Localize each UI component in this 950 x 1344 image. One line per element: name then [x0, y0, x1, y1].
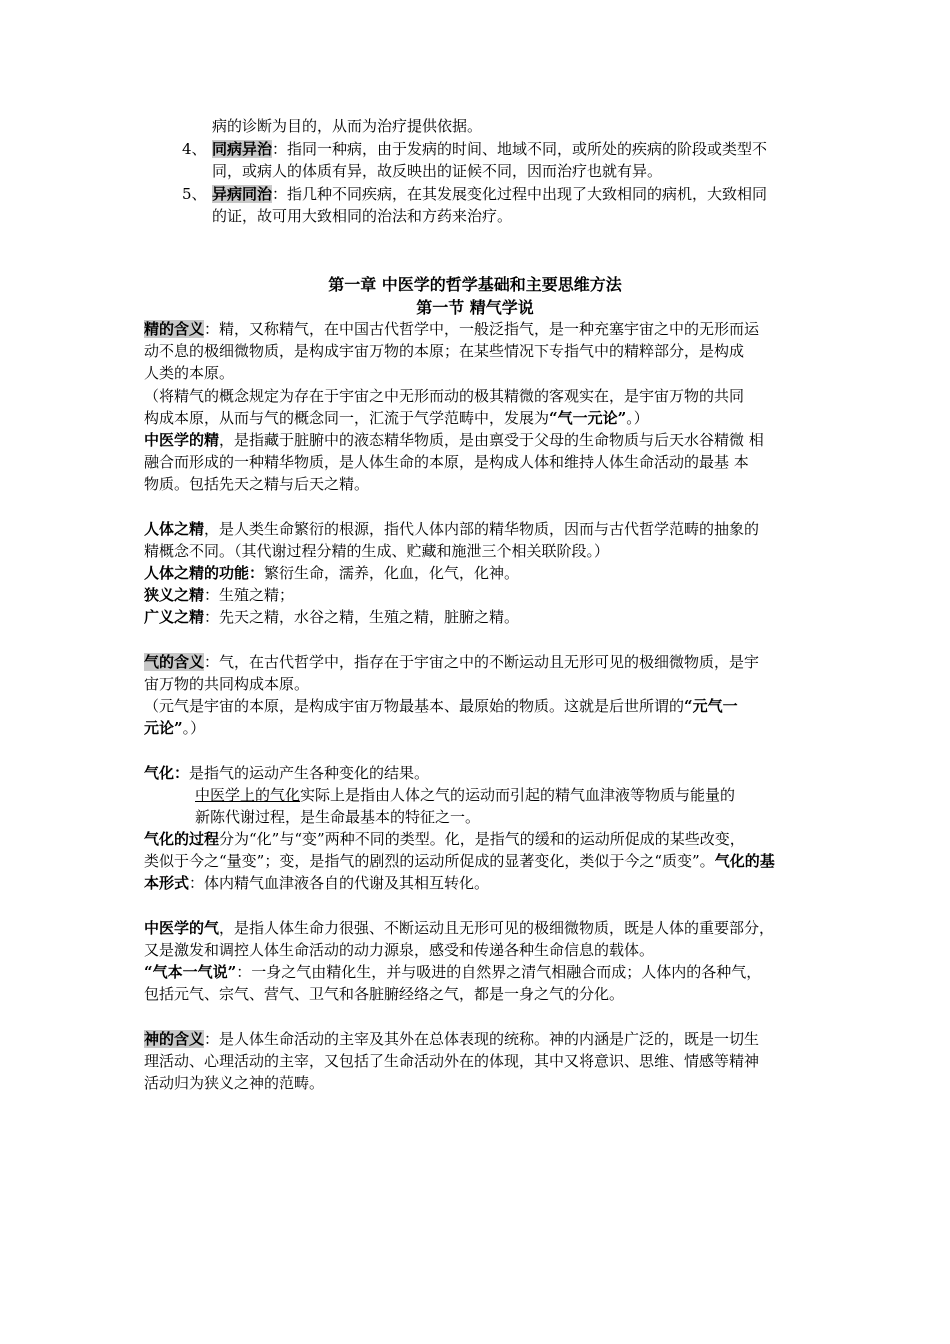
- jing-note: （将精气的概念规定为存在于宇宙之中无形而动的极其精微的客观实在，是宇宙万物的共同: [144, 387, 745, 405]
- paragraph-line: 构成本原，从而与气的概念同一，汇流于气学范畴中，发展为“气一元论”。）: [144, 409, 649, 427]
- qihua-form: 本形式：体内精气血津液各自的代谢及其相互转化。: [144, 874, 490, 892]
- list-item-4-number: 4、: [182, 140, 207, 158]
- list-item-4: 同病异治：指同一种病，由于发病的时间、地域不同，或所处的疾病的阶段或类型不: [212, 140, 768, 158]
- qihua: 气化：是指气的运动产生各种变化的结果。: [144, 764, 430, 782]
- paragraph-line: 人类的本原。: [144, 364, 235, 382]
- list-item-5-number: 5、: [182, 185, 207, 203]
- jing-definition: 精的含义：精，又称精气，在中国古代哲学中，一般泛指气，是一种充塞宇宙之中的无形而运: [144, 320, 760, 338]
- section-title: 第一节 精气学说: [416, 298, 534, 317]
- paragraph-line: 动不息的极细微物质，是构成宇宙万物的本原；在某些情况下专指气中的精粹部分，是构成: [144, 342, 745, 360]
- tcm-jing: 中医学的精，是指藏于脏腑中的液态精华物质，是由禀受于父母的生命物质与后天水谷精微 相: [144, 431, 764, 449]
- tcm-qihua: 中医学上的气化实际上是指由人体之气的运动而引起的精气血津液等物质与能量的: [195, 786, 736, 804]
- paragraph-line: 宙万物的共同构成本原。: [144, 675, 310, 693]
- list-item-5-cont: 的证，故可用大致相同的治法和方药来治疗。: [212, 207, 513, 225]
- intro-line: 病的诊断为目的，从而为治疗提供依据。: [212, 117, 483, 135]
- term-highlight: 同病异治: [212, 140, 273, 158]
- qi-definition: 气的含义：气，在古代哲学中，指存在于宇宙之中的不断运动且无形可见的极细微物质，是宇: [144, 653, 760, 671]
- paragraph-line: 新陈代谢过程，是生命最基本的特征之一。: [195, 808, 481, 826]
- paragraph-line: 包括元气、宗气、营气、卫气和各脏腑经络之气，都是一身之气的分化。: [144, 985, 625, 1003]
- paragraph-line: 元论”。）: [144, 719, 206, 737]
- tcm-qi: 中医学的气，是指人体生命力很强、不断运动且无形可见的极细微物质，既是人体的重要部分，: [144, 919, 775, 937]
- qi-note: （元气是宇宙的本原，是构成宇宙万物最基本、最原始的物质。这就是后世所谓的“元气一: [144, 697, 738, 715]
- list-item-4-cont: 同，或病人的体质有异，故反映出的证候不同，因而治疗也就有异。: [212, 162, 663, 180]
- paragraph-line: 类似于今之“量变”；变，是指气的剧烈的运动所促成的显著变化，类似于今之“质变”。气化的基: [144, 852, 775, 870]
- paragraph-line: 物质。包括先天之精与后天之精。: [144, 475, 370, 493]
- paragraph-line: 活动归为狭义之神的范畴。: [144, 1074, 325, 1092]
- broad-jing: 广义之精：先天之精，水谷之精，生殖之精，脏腑之精。: [144, 608, 520, 626]
- jing-function: 人体之精的功能：繁衍生命，濡养，化血，化气，化神。: [144, 564, 520, 582]
- body-jing: 人体之精，是人类生命繁衍的根源，指代人体内部的精华物质，因而与古代哲学范畴的抽象的: [144, 520, 760, 538]
- shen-definition: 神的含义：是人体生命活动的主宰及其外在总体表现的统称。神的内涵是广泛的，既是一切生: [144, 1030, 760, 1048]
- paragraph-line: 又是激发和调控人体生命活动的动力源泉，感受和传递各种生命信息的载体。: [144, 941, 655, 959]
- qihua-process: 气化的过程分为“化”与“变”两种不同的类型。化，是指气的缓和的运动所促成的某些改变，: [144, 830, 745, 848]
- qi-ben-yi-qi: “气本一气说”：一身之气由精化生，并与吸进的自然界之清气相融合而成；人体内的各种气，: [144, 963, 762, 981]
- term-highlight: 异病同治: [212, 185, 273, 203]
- paragraph-line: 精概念不同。（其代谢过程分精的生成、贮藏和施泄三个相关联阶段。）: [144, 542, 610, 560]
- paragraph-line: 融合而形成的一种精华物质，是人体生命的本原，是构成人体和维持人体生命活动的最基 本: [144, 453, 749, 471]
- paragraph-line: 理活动、心理活动的主宰，又包括了生命活动外在的体现，其中又将意识、思维、情感等精神: [144, 1052, 760, 1070]
- list-item-5: 异病同治：指几种不同疾病，在其发展变化过程中出现了大致相同的病机，大致相同: [212, 185, 768, 203]
- narrow-jing: 狭义之精：生殖之精；: [144, 586, 295, 604]
- chapter-title: 第一章 中医学的哲学基础和主要思维方法: [328, 275, 622, 294]
